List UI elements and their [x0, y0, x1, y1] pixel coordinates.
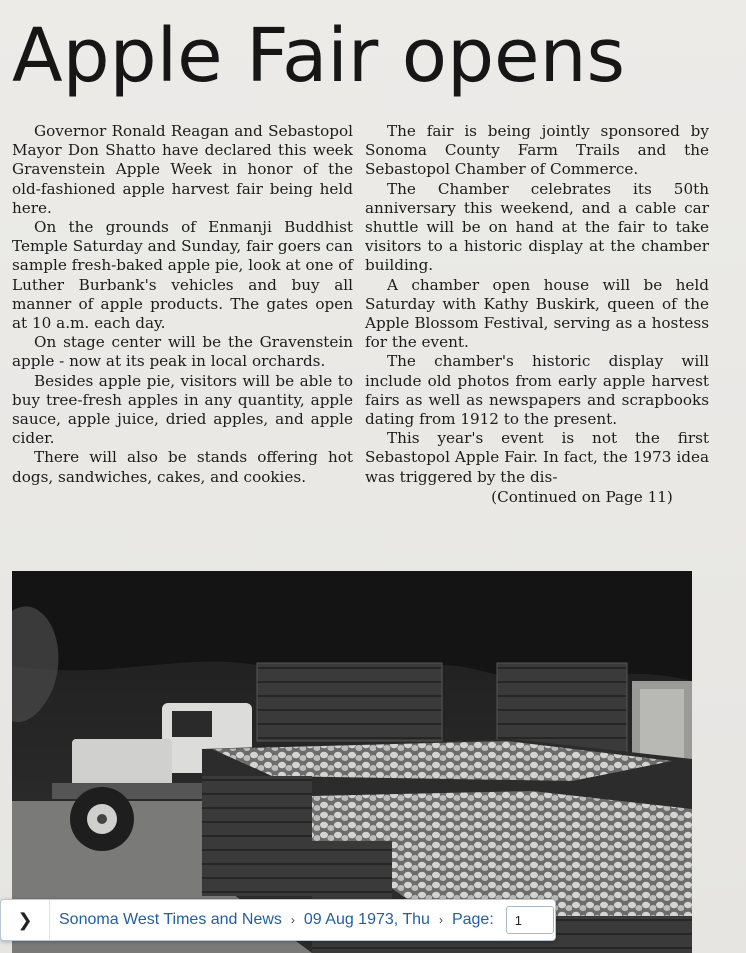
paragraph: The chamber's historic display will include old photos from early apple harvest fairs as well as newspapers and scrapbooks dating from 1912 to the present.	[365, 352, 709, 429]
article-column-right	[365, 122, 709, 507]
page-navigation-bar	[0, 899, 556, 941]
publication-link[interactable]: Sonoma West Times and News	[59, 911, 282, 928]
breadcrumb-separator-icon: ›	[290, 913, 295, 927]
paragraph: This year's event is not the first Sebastopol Apple Fair. In fact, the 1973 idea was triggered by the dis-	[365, 429, 709, 486]
article-photo	[12, 571, 692, 953]
breadcrumb	[59, 900, 554, 940]
paragraph: On stage center will be the Gravenstein apple - now at its peak in local orchards.	[12, 333, 353, 371]
headline: Apple Fair opens	[12, 13, 626, 99]
paragraph: There will also be stands offering hot dogs, sandwiches, cakes, and cookies.	[12, 448, 353, 486]
apple-harvest-photo	[12, 571, 692, 953]
paragraph: Governor Ronald Reagan and Sebastopol Mayor Don Shatto have declared this week Gravenstein Apple Week in honor of the old-fashioned apple harvest fair being held here.	[12, 122, 353, 217]
paragraph: A chamber open house will be held Saturday with Kathy Buskirk, queen of the Apple Blossom Festival, serving as a hostess for the event.	[365, 275, 709, 352]
article-column-left	[12, 122, 353, 487]
paragraph: On the grounds of Enmanji Buddhist Temple Saturday and Sunday, fair goers can sample fresh-baked apple pie, look at one of Luther Burbank's vehicles and buy all manner of apple products. The gates open at 10 a.m. each day.	[12, 218, 353, 333]
paragraph: Besides apple pie, visitors will be able to buy tree-fresh apples in any quantity, apple sauce, apple juice, dried apples, and apple cider.	[12, 371, 353, 448]
expand-toggle-button[interactable]	[1, 900, 50, 940]
page-number-input[interactable]	[506, 906, 554, 934]
breadcrumb-separator-icon: ›	[438, 913, 443, 927]
paragraph: The Chamber celebrates its 50th anniversary this weekend, and a cable car shuttle will be on hand at the fair to take visitors to a historic display at the chamber building.	[365, 179, 709, 275]
chevron-right-icon: ❯	[17, 909, 33, 930]
issue-date-link[interactable]: 09 Aug 1973, Thu	[303, 911, 430, 928]
paragraph: The fair is being jointly sponsored by Sonoma County Farm Trails and the Sebastopol Chamber of Commerce.	[365, 122, 709, 179]
page-label: Page:	[451, 911, 494, 928]
continued-note: (Continued on Page 11)	[491, 487, 673, 506]
